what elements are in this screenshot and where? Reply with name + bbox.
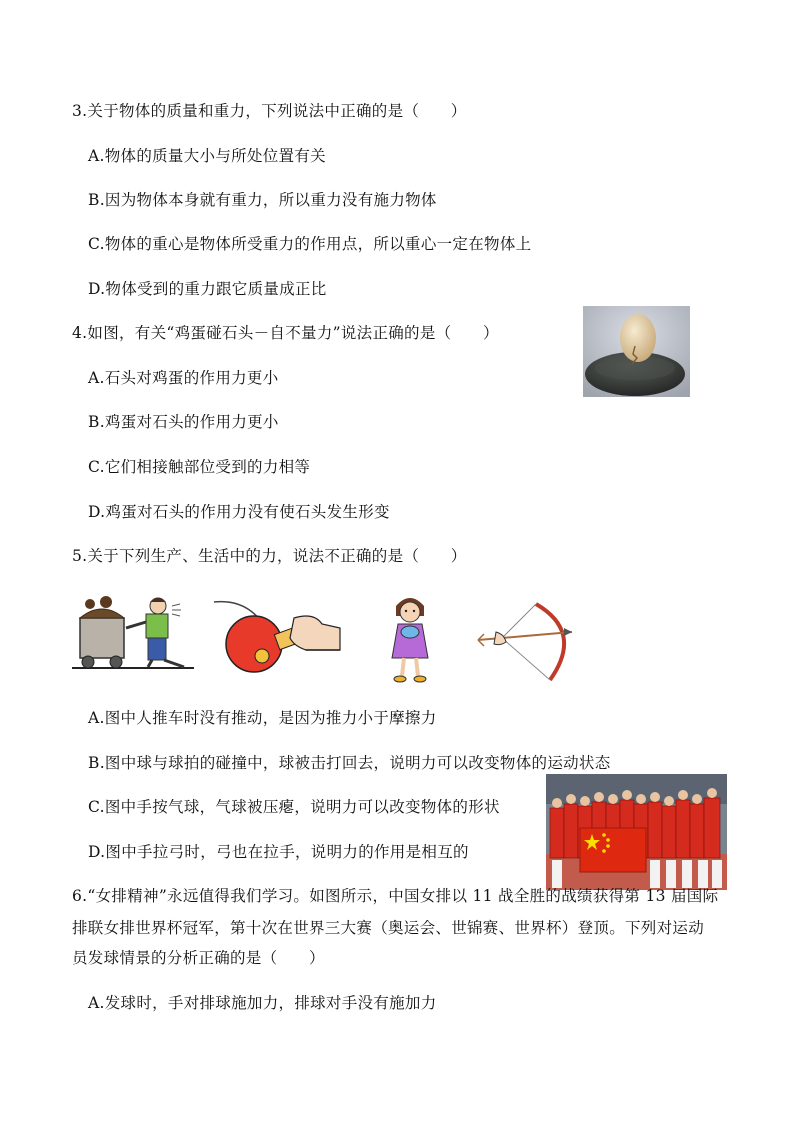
q4-stem: 4.如图，有关“鸡蛋碰石头－自不量力”说法正确的是（ ） [72, 324, 499, 342]
q3-option-d: D.物体受到的重力跟它质量成正比 [88, 280, 327, 298]
q6-option-a: A.发球时，手对排球施加力，排球对手没有施加力 [88, 994, 437, 1012]
q3-option-b: B.因为物体本身就有重力，所以重力没有施力物体 [88, 191, 437, 209]
ping-pong-paddle-illustration [210, 598, 342, 674]
q6-stem-line-1: 6.“女排精神”永远值得我们学习。如图所示，中国女排以 11 战全胜的战绩获得第 13 届国际 [72, 887, 719, 905]
q5-option-c: C.图中手按气球，气球被压瘪，说明力可以改变物体的形状 [88, 798, 500, 816]
q6-stem-line-3: 员发球情景的分析正确的是（ ） [72, 949, 325, 967]
bow-and-arrow-illustration [472, 602, 584, 682]
egg-on-stone-photo [583, 306, 690, 397]
volleyball-team-photo [546, 774, 727, 890]
push-cart-illustration [72, 592, 194, 672]
q5-option-b: B.图中球与球拍的碰撞中，球被击打回去，说明力可以改变物体的运动状态 [88, 754, 611, 772]
q3-option-a: A.物体的质量大小与所处位置有关 [88, 147, 326, 165]
q4-option-c: C.它们相接触部位受到的力相等 [88, 458, 311, 476]
q3-option-c: C.物体的重心是物体所受重力的作用点，所以重心一定在物体上 [88, 235, 532, 253]
q3-stem: 3.关于物体的质量和重力，下列说法中正确的是（ ） [72, 102, 467, 120]
q6-stem-line-2: 排联女排世界杯冠军，第十次在世界三大赛（奥运会、世锦赛、世界杯）登顶。下列对运动 [72, 919, 705, 937]
q4-option-b: B.鸡蛋对石头的作用力更小 [88, 413, 279, 431]
q4-option-a: A.石头对鸡蛋的作用力更小 [88, 369, 279, 387]
q5-option-d: D.图中手拉弓时，弓也在拉手，说明力的作用是相互的 [88, 843, 469, 861]
q5-option-a: A.图中人推车时没有推动，是因为推力小于摩擦力 [88, 709, 437, 727]
girl-pressing-balloon-illustration [384, 592, 436, 684]
q4-option-d: D.鸡蛋对石头的作用力没有使石头发生形变 [88, 503, 390, 521]
q5-stem: 5.关于下列生产、生活中的力，说法不正确的是（ ） [72, 547, 467, 565]
